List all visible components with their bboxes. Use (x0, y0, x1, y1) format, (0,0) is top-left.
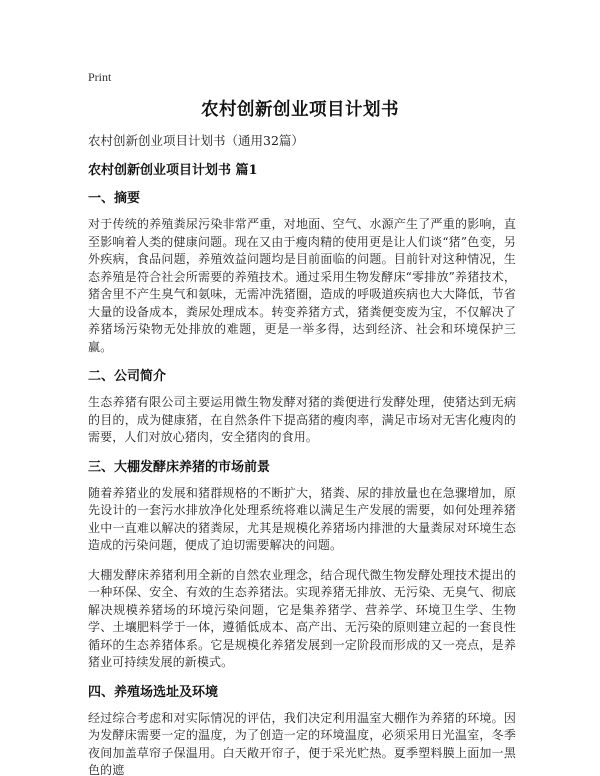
section-heading: 一、摘要 (88, 191, 141, 206)
print-label: Print (88, 70, 112, 84)
paragraph: 生态养猪有限公司主要运用微生物发酵对猪的粪便进行发酵处理，使猪达到无病的目的，成为健康猪，在自然条件下提高猪的瘦肉率，满足市场对无害化瘦肉的需要，人们对放心猪肉，安全猪肉的食用。 (88, 395, 516, 444)
section-company-intro (88, 368, 516, 447)
section-heading: 三、大棚发酵床养猪的市场前景 (88, 459, 271, 475)
section-summary (88, 190, 516, 356)
paragraph: 大棚发酵床养猪利用全新的自然农业理念，结合现代微生物发酵处理技术提出的一种环保、安全、有效的生态养猪法。实现养猪无排放、无污染、无臭气、彻底解决规模养猪场的环境污染问题，它是集养猪学、营养学、环境卫生学、生物学、土壤肥料学于一体，遵循低成本、高产出、无污染的原则建立起的一套良性循环的生态养猪体系。它是规模化养猪发展到一定阶段而形成的又一亮点，是养猪业可持续发展的新模式。 (88, 567, 516, 669)
paragraph: 经过综合考虑和对实际情况的评估，我们决定利用温室大棚作为养猪的环境。因为发酵床需要一定的温度，为了创造一定的环境温度，必须采用日光温室，冬季夜间加盖草帘子保温用。白天敞开帘子，便于采光贮热。夏季塑料膜上面加一黑色的遮 (88, 710, 516, 776)
paragraph: 随着养猪业的发展和猪群规格的不断扩大，猪粪、尿的排放量也在急骤增加，原先设计的一套污水排放净化处理系统将难以满足生产发展的需要，如何处理养猪业中一直难以解决的猪粪尿，尤其是规模化养猪场内排泄的大量粪尿对环境生态造成的污染问题，便成了迫切需要解决的问题。 (88, 485, 516, 552)
section-site-environment (88, 684, 516, 776)
document-subtitle: 农村创新创业项目计划书（通用32篇） (88, 133, 304, 148)
section-heading: 四、养殖场选址及环境 (88, 684, 219, 700)
article-title: 农村创新创业项目计划书 篇1 (88, 163, 258, 178)
paragraph: 对于传统的养殖粪尿污染非常严重，对地面、空气、水源产生了严重的影响，直至影响着人类的健康问题。现在又由于瘦肉精的使用更是让人们谈“猪”色变，另外疾病，食品问题，养殖效益问题均是目前面临的问题。目前针对这种情况，生态养殖是符合社会所需要的养殖技术。通过采用生物发酵床“零排放”养猪技术，猪舍里不产生臭气和氨味，无需冲洗猪圈，造成的呼吸道疾病也大大降低，节省大量的设备成本，粪尿处理成本。转变养猪方式，猪粪便变废为宝，不仅解决了养猪场污染物无处排放的难题，更是一举多得，达到经济、社会和环境保护三赢。 (88, 217, 516, 354)
document-body (88, 132, 516, 776)
section-market-outlook (88, 459, 516, 672)
section-heading: 二、公司简介 (88, 369, 167, 384)
document-title: 农村创新创业项目计划书 (201, 100, 399, 120)
